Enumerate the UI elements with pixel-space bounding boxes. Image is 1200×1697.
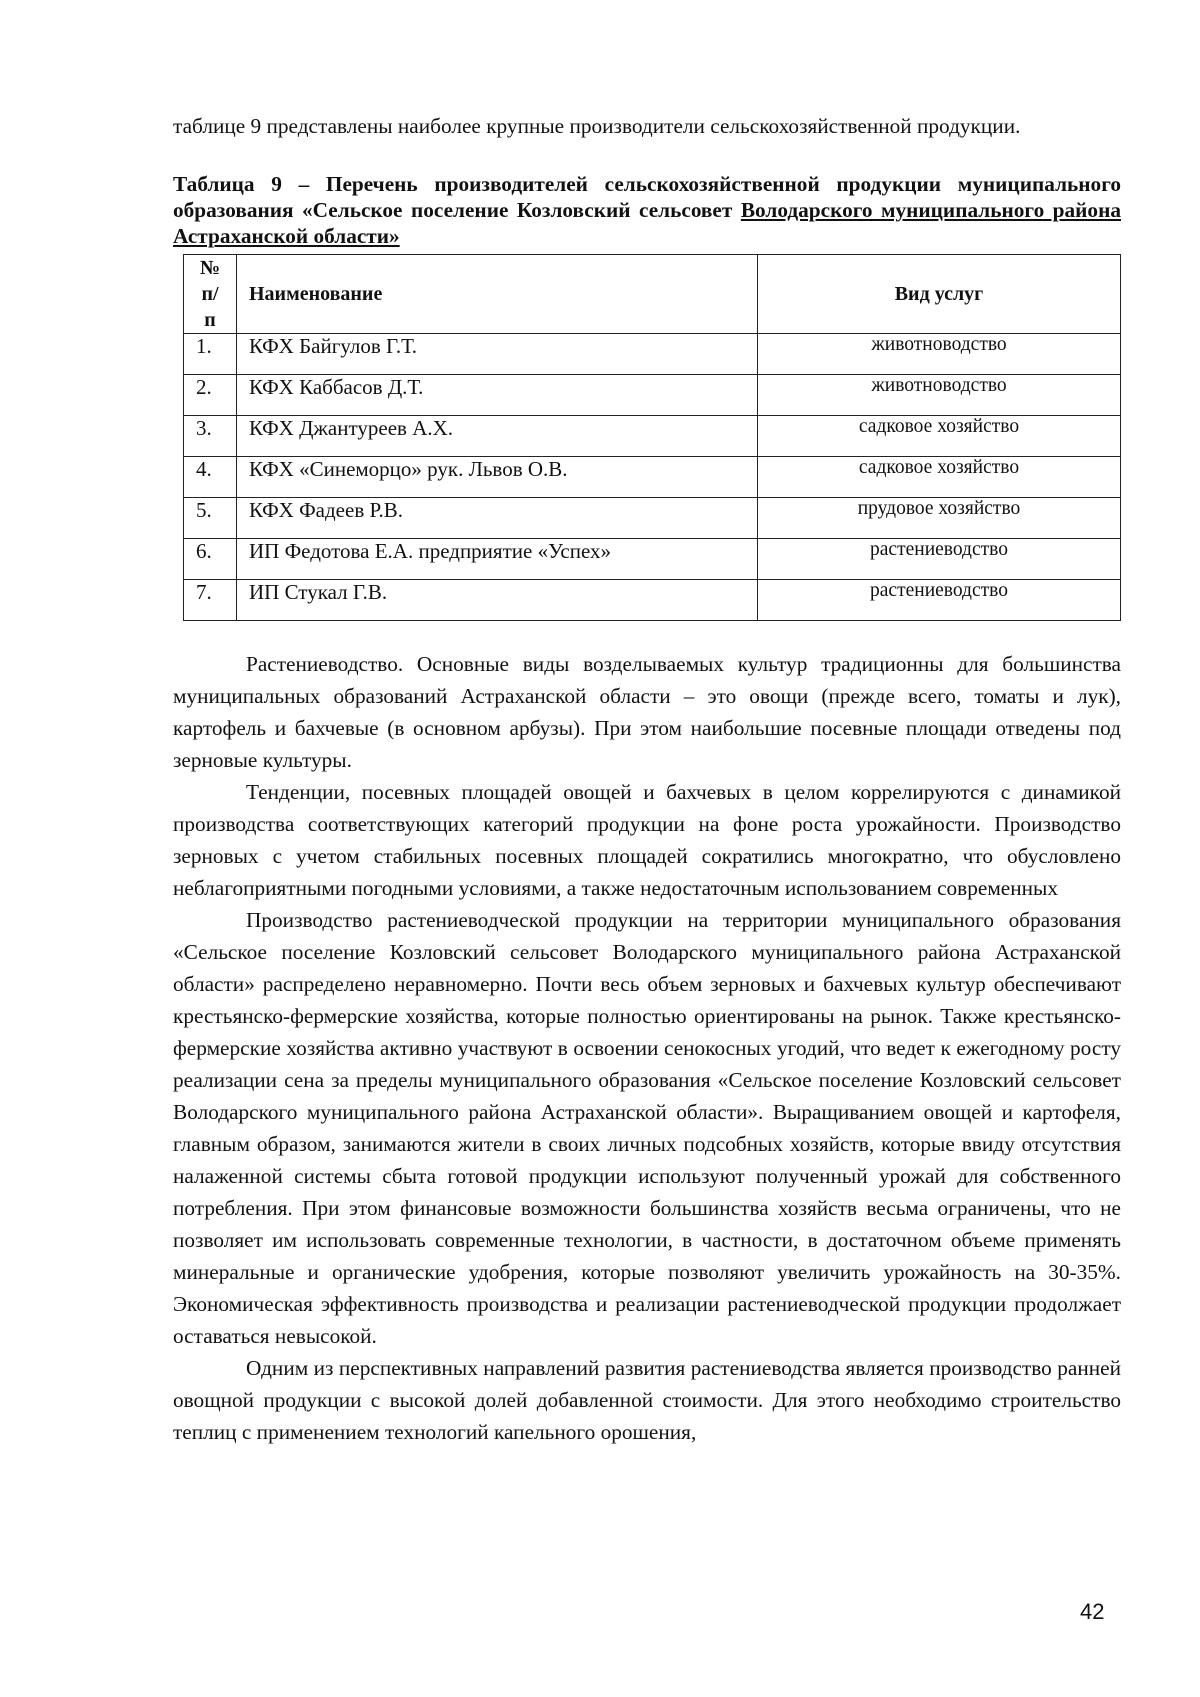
row-name: КФХ Байгулов Г.Т. xyxy=(237,334,758,375)
row-name: КФХ Каббасов Д.Т. xyxy=(237,375,758,416)
row-number: 3. xyxy=(184,416,237,457)
row-service: садковое хозяйство xyxy=(758,457,1121,498)
row-name: КФХ «Синеморцо» рук. Львов О.В. xyxy=(237,457,758,498)
body-paragraph: Растениеводство. Основные виды возделываемых культур традиционны для большинства муниципальных образований Астраханской области – это овощи (прежде всего, томаты и лук), картофель и бахчевые (в основном арбузы). При этом наибольшие посевные площади отведены под зерновые культуры. xyxy=(173,652,1121,772)
row-number: 6. xyxy=(184,539,237,580)
row-number: 5. xyxy=(184,498,237,539)
table-row xyxy=(184,580,1121,621)
table-row xyxy=(184,375,1121,416)
row-number: 7. xyxy=(184,580,237,621)
body-paragraph: Производство растениеводческой продукции на территории муниципального образования «Сельское поселение Козловский сельсовет Володарского муниципального района Астраханской области» распределено неравномерно. Почти весь объем зерновых и бахчевых культур обеспечивают крестьянско-фермерские хозяйства, которые полностью ориентированы на рынок. Также крестьянско-фермерские хозяйства активно участвуют в освоении сенокосных угодий, что ведет к ежегодному росту реализации сена за пределы муниципального образования «Сельское поселение Козловский сельсовет Володарского муниципального района Астраханской области». Выращиванием овощей и картофеля, главным образом, занимаются жители в своих личных подсобных хозяйств, которые ввиду отсутствия налаженной системы сбыта готовой продукции используют полученный урожай для собственного потребления. При этом финансовые возможности большинства хозяйств весьма ограничены, что не позволяет им использовать современные технологии, в частности, в достаточном объеме применять минеральные и органические удобрения, которые позволяют увеличить урожайность на 30-35%. Экономическая эффективность производства и реализации растениеводческой продукции продолжает оставаться невысокой. xyxy=(173,908,1121,1348)
row-service: животноводство xyxy=(758,334,1121,375)
table-caption xyxy=(173,171,1121,249)
row-service: садковое хозяйство xyxy=(758,416,1121,457)
document-page xyxy=(173,110,1121,1448)
row-service: животноводство xyxy=(758,375,1121,416)
header-name: Наименование xyxy=(237,255,758,334)
row-service: прудовое хозяйство xyxy=(758,498,1121,539)
table-header-row xyxy=(184,255,1121,334)
row-name: КФХ Джантуреев А.Х. xyxy=(237,416,758,457)
header-service: Вид услуг xyxy=(758,255,1121,334)
row-name: КФХ Фадеев Р.В. xyxy=(237,498,758,539)
header-number: № п/п xyxy=(184,255,237,334)
table-row xyxy=(184,457,1121,498)
table-row xyxy=(184,416,1121,457)
row-number: 2. xyxy=(184,375,237,416)
body-paragraph: Одним из перспективных направлений развития растениеводства является производство ранней овощной продукции с высокой долей добавленной стоимости. Для этого необходимо строительство теплиц с применением технологий капельного орошения, xyxy=(173,1356,1121,1444)
row-service: растениеводство xyxy=(758,539,1121,580)
producers-table xyxy=(183,254,1121,621)
page-number: 42 xyxy=(1080,1599,1105,1624)
row-number: 4. xyxy=(184,457,237,498)
table-row xyxy=(184,334,1121,375)
table-caption-main: Таблица 9 – Перечень производителей сельскохозяйственной продукции муниципального образования «Сельское поселение Козловский сельсовет xyxy=(173,172,1121,222)
table-row xyxy=(184,498,1121,539)
row-name: ИП Федотова Е.А. предприятие «Успех» xyxy=(237,539,758,580)
row-number: 1. xyxy=(184,334,237,375)
intro-paragraph: таблице 9 представлены наиболее крупные производители сельскохозяйственной продукции. xyxy=(173,114,1021,138)
table-caption-last-line: Володарского муниципального района Астраханской области» xyxy=(173,198,1121,248)
table-row xyxy=(184,539,1121,580)
body-paragraph: Тенденции, посевных площадей овощей и бахчевых в целом коррелируются с динамикой производства соответствующих категорий продукции на фоне роста урожайности. Производство зерновых с учетом стабильных посевных площадей сократились многократно, что обусловлено неблагоприятными погодными условиями, а также недостаточным использованием современных xyxy=(173,780,1121,900)
row-name: ИП Стукал Г.В. xyxy=(237,580,758,621)
row-service: растениеводство xyxy=(758,580,1121,621)
